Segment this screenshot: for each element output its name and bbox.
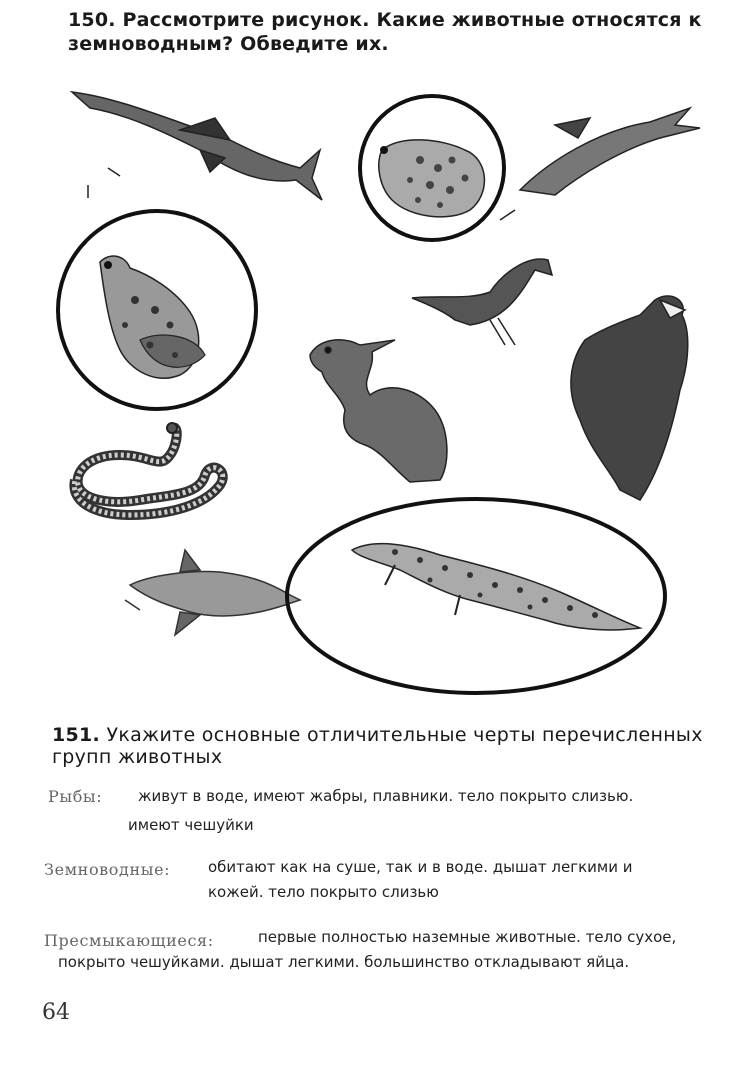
- fish-bottom-left-image: [125, 550, 300, 635]
- page-number: 64: [42, 1000, 70, 1025]
- frog-image: [58, 211, 256, 409]
- eagle-image: [571, 296, 688, 500]
- answer-amphibians-line2: кожей. тело покрыто слизью: [208, 883, 439, 901]
- answer-fish-line2: имеют чешуйки: [128, 816, 254, 834]
- answer-reptiles-line2: покрыто чешуйками. дышат легкими. большинство откладывают яйца.: [58, 953, 630, 971]
- fish-top-right-image: [500, 108, 700, 220]
- label-amphibians: Земноводные:: [44, 860, 171, 879]
- task-150-text: Рассмотрите рисунок. Какие животные относятся к земноводным? Обведите их.: [68, 9, 702, 55]
- newt-image: [287, 499, 665, 693]
- label-fish: Рыбы:: [48, 787, 103, 806]
- answer-reptiles-line1: первые полностью наземные животные. тело сухое,: [258, 928, 677, 946]
- label-reptiles: Пресмыкающиеся:: [44, 931, 214, 950]
- task-151-text: Укажите основные отличительные черты перечисленных групп животных: [52, 724, 703, 768]
- snake-image: [74, 423, 222, 515]
- answer-amphibians-line1: обитают как на суше, так и в воде. дышат легкими и: [208, 858, 633, 876]
- answer-fish-line1: живут в воде, имеют жабры, плавники. тело покрыто слизью.: [138, 787, 634, 805]
- hare-image: [310, 340, 447, 482]
- bird-image: [412, 259, 552, 345]
- toad-image: [360, 96, 504, 240]
- task-151-heading: [52, 724, 732, 768]
- fish-top-left-image: [72, 92, 322, 200]
- task-151-number: 151.: [52, 724, 101, 746]
- task-150-number: 150.: [68, 9, 116, 31]
